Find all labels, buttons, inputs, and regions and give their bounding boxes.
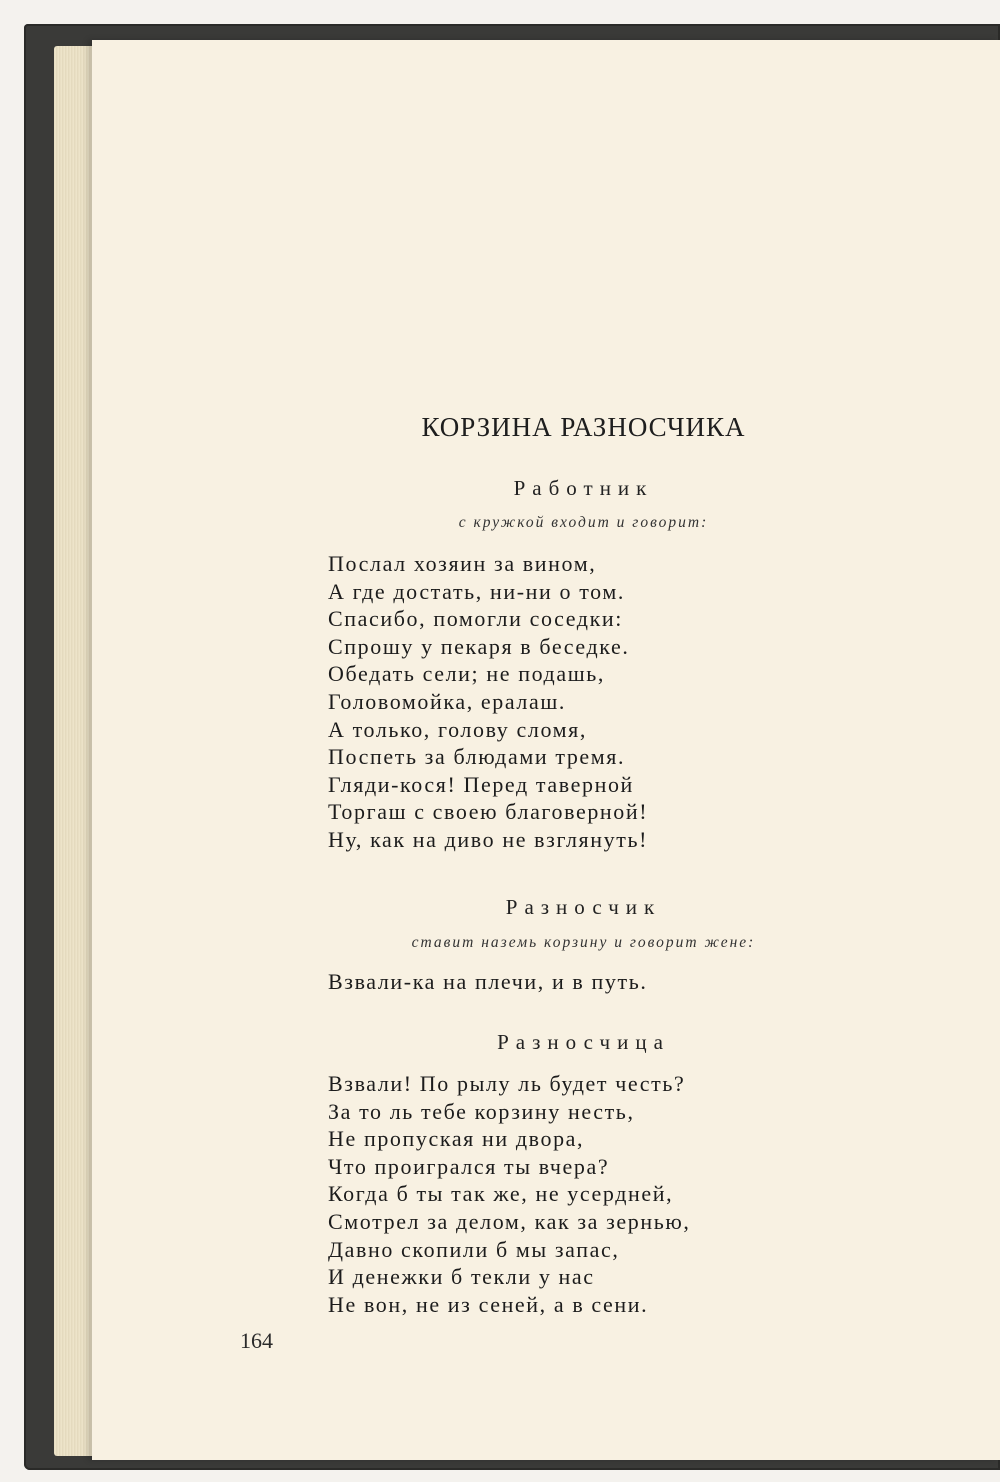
verse-line: Взвали! По рылу ль будет честь?: [328, 1071, 686, 1096]
poem-title: КОРЗИНА РАЗНОСЧИКА: [421, 412, 746, 442]
verse-peddler-wife: [328, 1070, 691, 1318]
verse-line: Взвали-ка на плечи, и в путь.: [328, 969, 648, 994]
verse-line: Спасибо, помогли соседки:: [328, 606, 623, 632]
verse-line: Торгаш с своею благоверной!: [328, 799, 649, 825]
verse-line: Что проигрался ты вчера?: [328, 1153, 610, 1179]
speaker-peddler: Разносчик: [505, 895, 662, 919]
book-page: [92, 40, 1000, 1460]
verse-line: Поспеть за блюдами тремя.: [328, 744, 626, 770]
verse-line: Когда б ты так же, не усердней,: [328, 1181, 674, 1207]
stage-direction-worker: с кружкой входит и говорит:: [458, 514, 709, 531]
verse-peddler: [328, 968, 647, 996]
verse-line: И денежки б текли у нас: [328, 1264, 595, 1290]
stage-direction-peddler: ставит наземь корзину и говорит жене:: [411, 934, 756, 951]
verse-line: Ну, как на диво не взглянуть!: [328, 826, 649, 852]
verse-line: А только, голову сломя,: [328, 716, 587, 742]
verse-line: А где достать, ни-ни о том.: [328, 578, 625, 604]
verse-worker: [328, 550, 648, 854]
verse-line: Гляди-кося! Перед таверной: [328, 771, 634, 797]
verse-line: Головомойка, ералаш.: [328, 688, 567, 714]
verse-line: Давно скопили б мы запас,: [328, 1236, 620, 1262]
verse-line: Послал хозяин за вином,: [328, 551, 597, 576]
verse-line: Не пропуская ни двора,: [328, 1126, 585, 1152]
page-number: 164: [240, 1328, 273, 1353]
verse-line: Обедать сели; не подашь,: [328, 661, 605, 687]
verse-line: Не вон, не из сеней, а в сени.: [328, 1291, 649, 1317]
verse-line: Спрошу у пекаря в беседке.: [328, 633, 630, 659]
speaker-worker: Работник: [513, 476, 654, 500]
speaker-peddler-wife: Разносчица: [497, 1030, 670, 1054]
verse-line: Смотрел за делом, как за зернью,: [328, 1208, 691, 1234]
verse-line: За то ль тебе корзину несть,: [328, 1098, 635, 1124]
